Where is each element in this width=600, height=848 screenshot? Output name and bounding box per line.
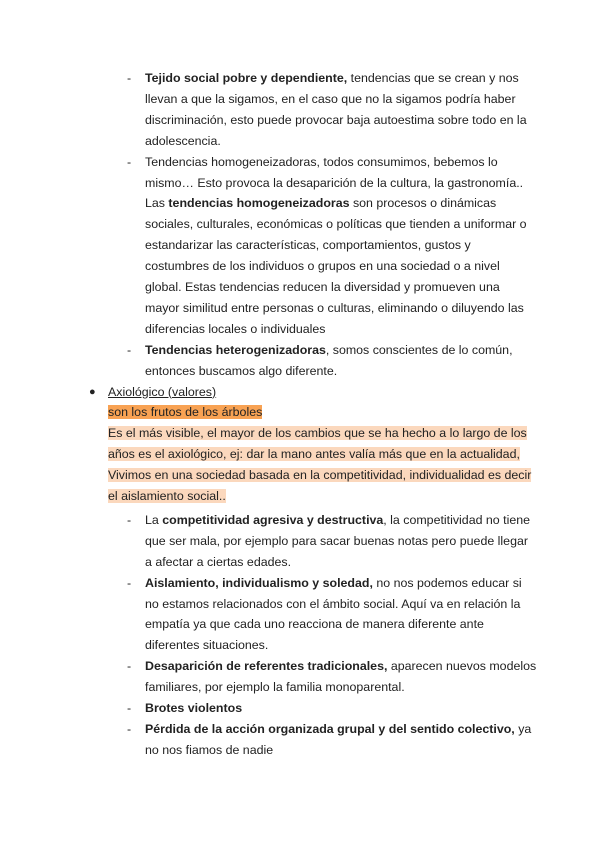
line-text: estandarizar las características, comportamientos, gustos y [145,238,471,253]
dash-marker: - [127,512,132,527]
line-text: familiares, por ejemplo la familia monoparental. [145,680,405,695]
line-text: que ser mala, por ejemplo para sacar buenas notas pero puede llegar [145,533,528,548]
list-item-line [145,112,527,128]
list-item-line [145,195,496,211]
line-text: costumbres de los individuos o grupos en una sociedad o a nivel [145,259,500,274]
dash-marker: - [127,659,132,674]
line-text: diferentes situaciones. [145,638,269,653]
list-item-line [145,721,531,737]
line-text: diferencias locales o individuales [145,321,326,336]
line-text: sociales, culturales, económicas o políticas que tienden a uniformar o [145,217,527,232]
highlight-title [108,404,262,420]
highlight-title-text: son los frutos de los árboles [108,405,263,420]
line-text: entonces buscamos algo diferente. [145,363,338,378]
list-item-line [145,637,268,653]
highlight-paragraph-text: Es el más visible, el mayor de los cambios que se ha hecho a lo largo de los [108,426,527,441]
line-text: , la competitividad no tiene [383,512,531,527]
line-text: adolescencia. [145,133,221,148]
list-item-line [145,679,405,695]
line-text: no estamos relacionados con el ámbito social. Aquí va en relación la [145,596,521,611]
list-item-line [145,342,513,358]
dash-marker: - [127,721,132,736]
list-item-line [145,700,242,716]
line-text: Las [145,196,169,211]
dash-marker: - [127,71,132,85]
line-text: mayor similitud entre personas o culturas, eliminando o diluyendo las [145,300,524,315]
bold-term: competitividad agresiva y destructiva [162,512,384,527]
highlight-paragraph-line [108,446,520,462]
list-item-line [145,596,520,612]
bold-term: Tejido social pobre y dependiente, [145,71,348,85]
list-item-line [145,237,471,253]
line-text: tendencias que se crean y nos [347,71,519,85]
highlight-paragraph-text: años es el axiológico, ej: dar la mano antes valía más que en la actualidad, [108,447,520,462]
dash-marker: - [127,701,132,715]
bold-term: Desaparición de referentes tradicionales, [145,659,388,674]
bold-term: Aislamiento, individualismo y soledad, [145,575,373,590]
bullet-marker: ● [89,385,96,398]
highlight-paragraph-line [108,467,531,483]
list-item-line [145,575,522,591]
dash-marker: - [127,154,132,169]
line-text: no nos fiamos de nadie [145,742,274,757]
line-text: aparecen nuevos modelos [387,659,537,674]
list-item-line [145,533,528,549]
list-item-line [145,616,484,632]
line-text: , somos conscientes de lo común, [325,342,513,357]
list-item-line [145,258,500,274]
list-item-line [145,321,325,337]
list-item-line [145,279,500,295]
list-item-line [145,175,523,191]
list-item-line [145,512,530,528]
highlight-paragraph-line [108,488,226,504]
highlight-paragraph-line [108,425,527,441]
line-text: mismo… Esto provoca la desaparición de la cultura, la gastronomía.. [145,175,524,190]
line-text: a afectar a ciertas edades. [145,554,292,569]
list-item-line [145,363,337,379]
list-item-line [145,742,273,758]
bold-term: Pérdida de la acción organizada grupal y del sentido colectivo, [145,721,515,736]
line-text: llevan a que la sigamos, en el caso que no la sigamos podría haber [145,91,516,106]
line-text: discriminación, esto puede provocar baja autoestima sobre todo en la [145,112,527,127]
dash-marker: - [127,575,132,590]
line-text: no nos podemos educar si [372,575,522,590]
list-item-line [145,658,536,674]
list-item-line [145,300,524,316]
line-text: global. Estas tendencias reducen la diversidad y promueven una [145,280,500,294]
list-item-line [145,154,498,170]
bold-term: Brotes violentos [145,701,243,715]
dash-marker: - [127,342,132,357]
list-item-line [145,554,291,570]
list-item-line [145,133,221,149]
bold-term: Tendencias heterogenizadoras [145,342,326,357]
section-heading: Axiológico (valores) [108,384,217,399]
line-text: empatía ya que cada uno reacciona de manera diferente ante [145,617,484,632]
line-text: La [145,512,163,527]
highlight-paragraph-text: Vivimos en una sociedad basada en la competitividad, individualidad es decir [108,468,532,483]
line-text: Tendencias homogeneizadoras, todos consumimos, bebemos lo [145,154,498,169]
list-item-line [145,216,527,232]
list-item-line [145,70,519,86]
line-text: son procesos o dinámicas [349,196,497,211]
line-text: ya [514,721,532,736]
list-item-line [145,91,516,107]
bold-term: tendencias homogeneizadoras [168,196,350,211]
highlight-paragraph-text: el aislamiento social.. [108,489,226,503]
